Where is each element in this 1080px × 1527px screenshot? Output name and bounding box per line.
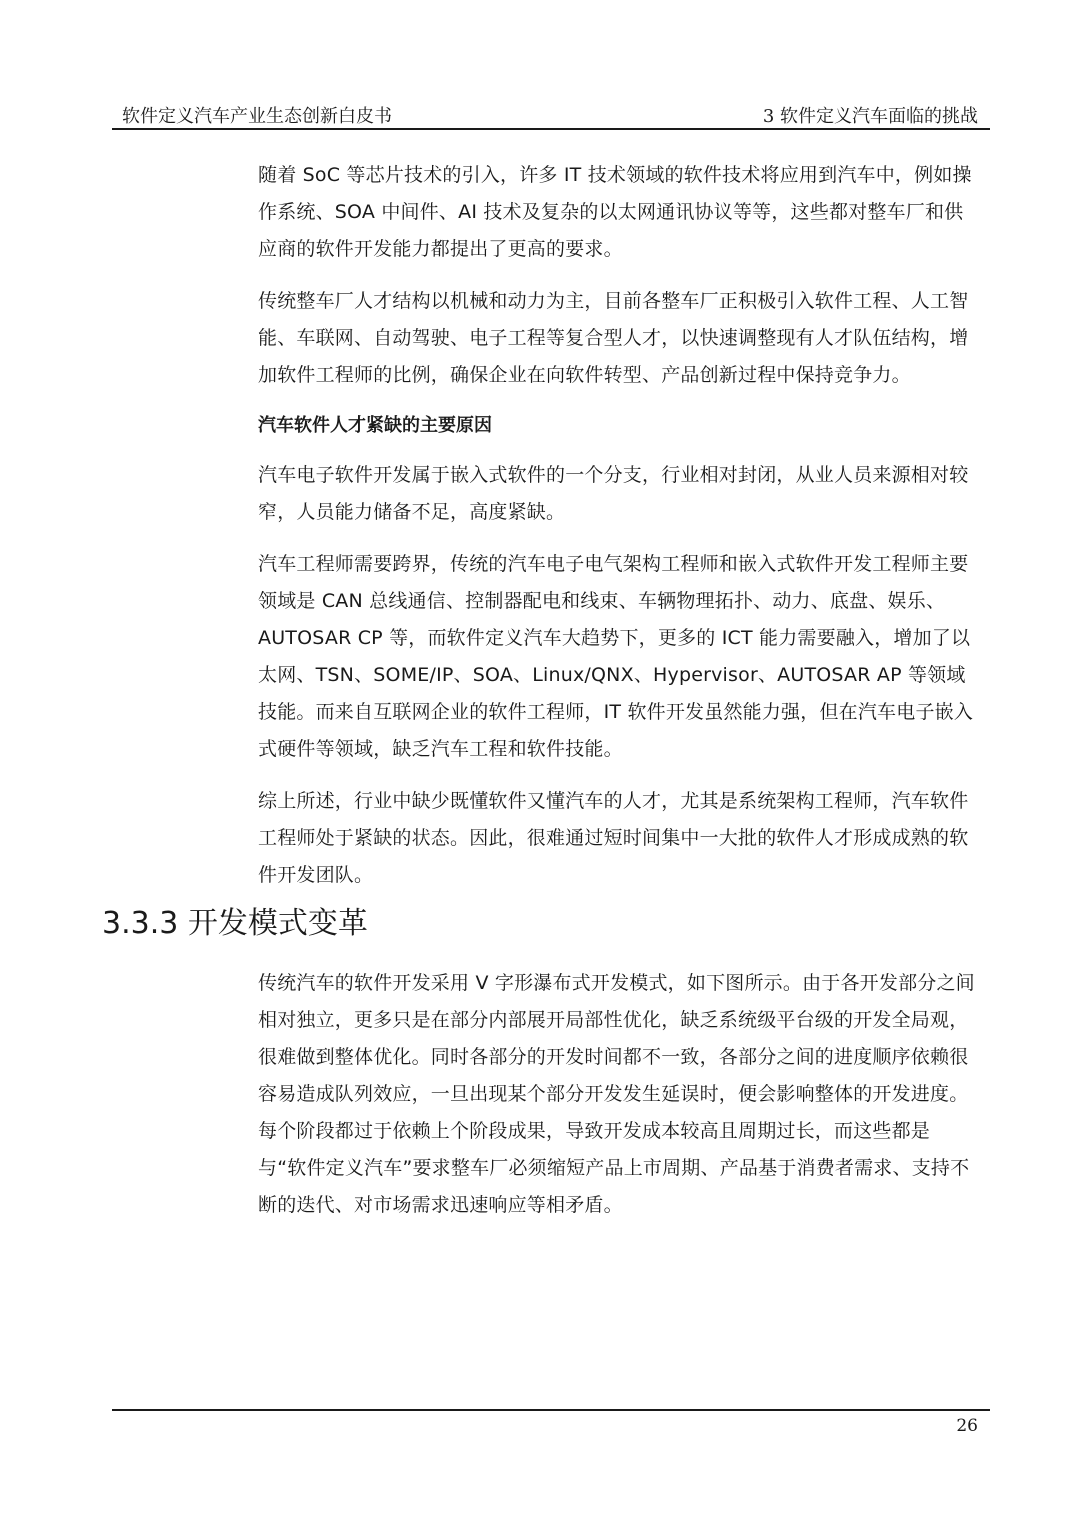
document-title: 软件定义汽车产业生态创新白皮书 <box>122 106 392 127</box>
chapter-title: 3 软件定义汽车面临的挑战 <box>762 106 978 127</box>
paragraph-soc-chips: 随着 SoC 等芯片技术的引入，许多 IT 技术领域的软件技术将应用到汽车中，例如操作系统、SOA 中间件、AI 技术及复杂的以太网通讯协议等等，这些都对整车厂和供应商的软件开发能力都提出了更高的要求。 <box>258 164 972 260</box>
section-content <box>258 965 978 1239</box>
paragraph-talent-structure: 传统整车厂人才结构以机械和动力为主，目前各整车厂正积极引入软件工程、人工智能、车联网、自动驾驶、电子工程等复合型人才，以快速调整现有人才队伍结构，增加软件工程师的比例，确保企业在向软件转型、产品创新过程中保持竞争力。 <box>258 290 969 386</box>
paragraph-summary: 综上所述，行业中缺少既懂软件又懂汽车的人才，尤其是系统架构工程师，汽车软件工程师处于紧缺的状态。因此，很难通过短时间集中一大批的软件人才形成成熟的软件开发团队。 <box>258 790 969 886</box>
paragraph-cross-domain: 汽车工程师需要跨界，传统的汽车电子电气架构工程师和嵌入式软件开发工程师主要领域是 CAN 总线通信、控制器配电和线束、车辆物理拓扑、动力、底盘、娱乐、AUTOSAR CP 等，而软件定义汽车大趋势下，更多的 ICT 能力需要融入，增加了以太网、TSN、SOME/IP、SOA、Linux/QNX、Hypervisor、AUTOSAR AP 等领域技能。而来自互联网企业的软件工程师，IT 软件开发虽然能力强，但在汽车电子嵌入式硬件等领域，缺乏汽车工程和软件技能。 <box>258 553 974 760</box>
main-content <box>258 157 978 909</box>
page-header <box>112 104 990 130</box>
footer-divider <box>112 1409 990 1411</box>
section-heading: 3.3.3 开发模式变革 <box>102 906 368 941</box>
paragraph-v-model: 传统汽车的软件开发采用 V 字形瀑布式开发模式，如下图所示。由于各开发部分之间相对独立，更多只是在部分内部展开局部性优化，缺乏系统级平台级的开发全局观，很难做到整体优化。同时各部分的开发时间都不一致，各部分之间的进度顺序依赖很容易造成队列效应，一旦出现某个部分开发发生延误时，便会影响整体的开发进度。每个阶段都过于依赖上个阶段成果，导致开发成本较高且周期过长，而这些都是与“软件定义汽车”要求整车厂必须缩短产品上市周期、产品基于消费者需求、支持不断的迭代、对市场需求迅速响应等相矛盾。 <box>258 972 975 1216</box>
header-divider <box>112 128 990 130</box>
page-number: 26 <box>956 1416 978 1436</box>
paragraph-embedded-software: 汽车电子软件开发属于嵌入式软件的一个分支，行业相对封闭，从业人员来源相对较窄，人员能力储备不足，高度紧缺。 <box>258 464 969 523</box>
subheading-talent-shortage: 汽车软件人才紧缺的主要原因 <box>258 415 492 436</box>
